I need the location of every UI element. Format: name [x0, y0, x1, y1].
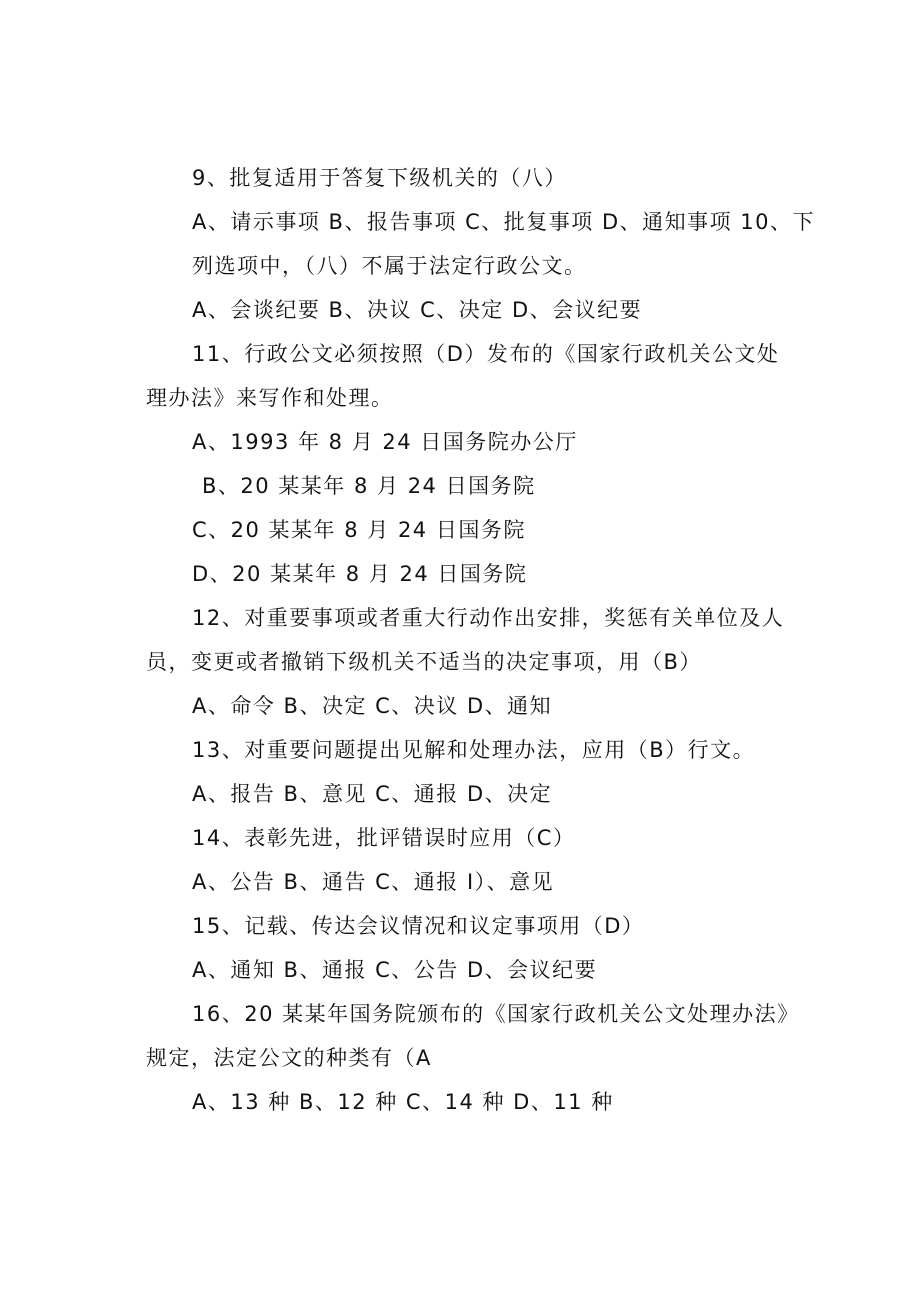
question-11-text-cont: 理办法》来写作和处理。	[146, 386, 394, 410]
question-15-text: 15、记载、传达会议情况和议定事项用（D）	[192, 914, 645, 938]
question-10-options: A、会谈纪要 B、决议 C、决定 D、会议纪要	[192, 298, 643, 322]
question-14-options: A、公告 B、通告 C、通报 I）、意见	[192, 870, 555, 894]
question-16-options: A、13 种 B、12 种 C、14 种 D、11 种	[192, 1090, 614, 1114]
question-15-options: A、通知 B、通报 C、公告 D、会议纪要	[192, 958, 598, 982]
question-16-text-cont: 规定，法定公文的种类有（A	[146, 1046, 432, 1070]
question-11-option-b: B、20 某某年 8 月 24 日国务院	[202, 474, 536, 498]
question-11-option-d: D、20 某某年 8 月 24 日国务院	[192, 562, 528, 586]
question-9-options: A、请示事项 B、报告事项 C、批复事项 D、通知事项 10、下	[192, 210, 816, 234]
question-12-options: A、命令 B、决定 C、决议 D、通知	[192, 694, 553, 718]
question-13-options: A、报告 B、意见 C、通报 D、决定	[192, 782, 553, 806]
question-11-option-c: C、20 某某年 8 月 24 日国务院	[192, 518, 526, 542]
question-11-text: 11、行政公文必须按照（D）发布的《国家行政机关公文处	[192, 342, 780, 366]
question-10-text: 列选项中，（八）不属于法定行政公文。	[192, 254, 587, 278]
question-12-text-cont: 员，变更或者撤销下级机关不适当的决定事项，用（B）	[146, 650, 702, 674]
question-12-text: 12、对重要事项或者重大行动作出安排，奖惩有关单位及人	[192, 606, 785, 630]
question-11-option-a: A、1993 年 8 月 24 日国务院办公厅	[192, 430, 578, 454]
question-13-text: 13、对重要问题提出见解和处理办法，应用（B）行文。	[192, 738, 756, 762]
question-16-text: 16、20 某某年国务院颁布的《国家行政机关公文处理办法》	[192, 1002, 800, 1026]
question-9-text: 9、批复适用于答复下级机关的（八）	[192, 166, 567, 190]
question-14-text: 14、表彰先进，批评错误时应用（C）	[192, 826, 576, 850]
